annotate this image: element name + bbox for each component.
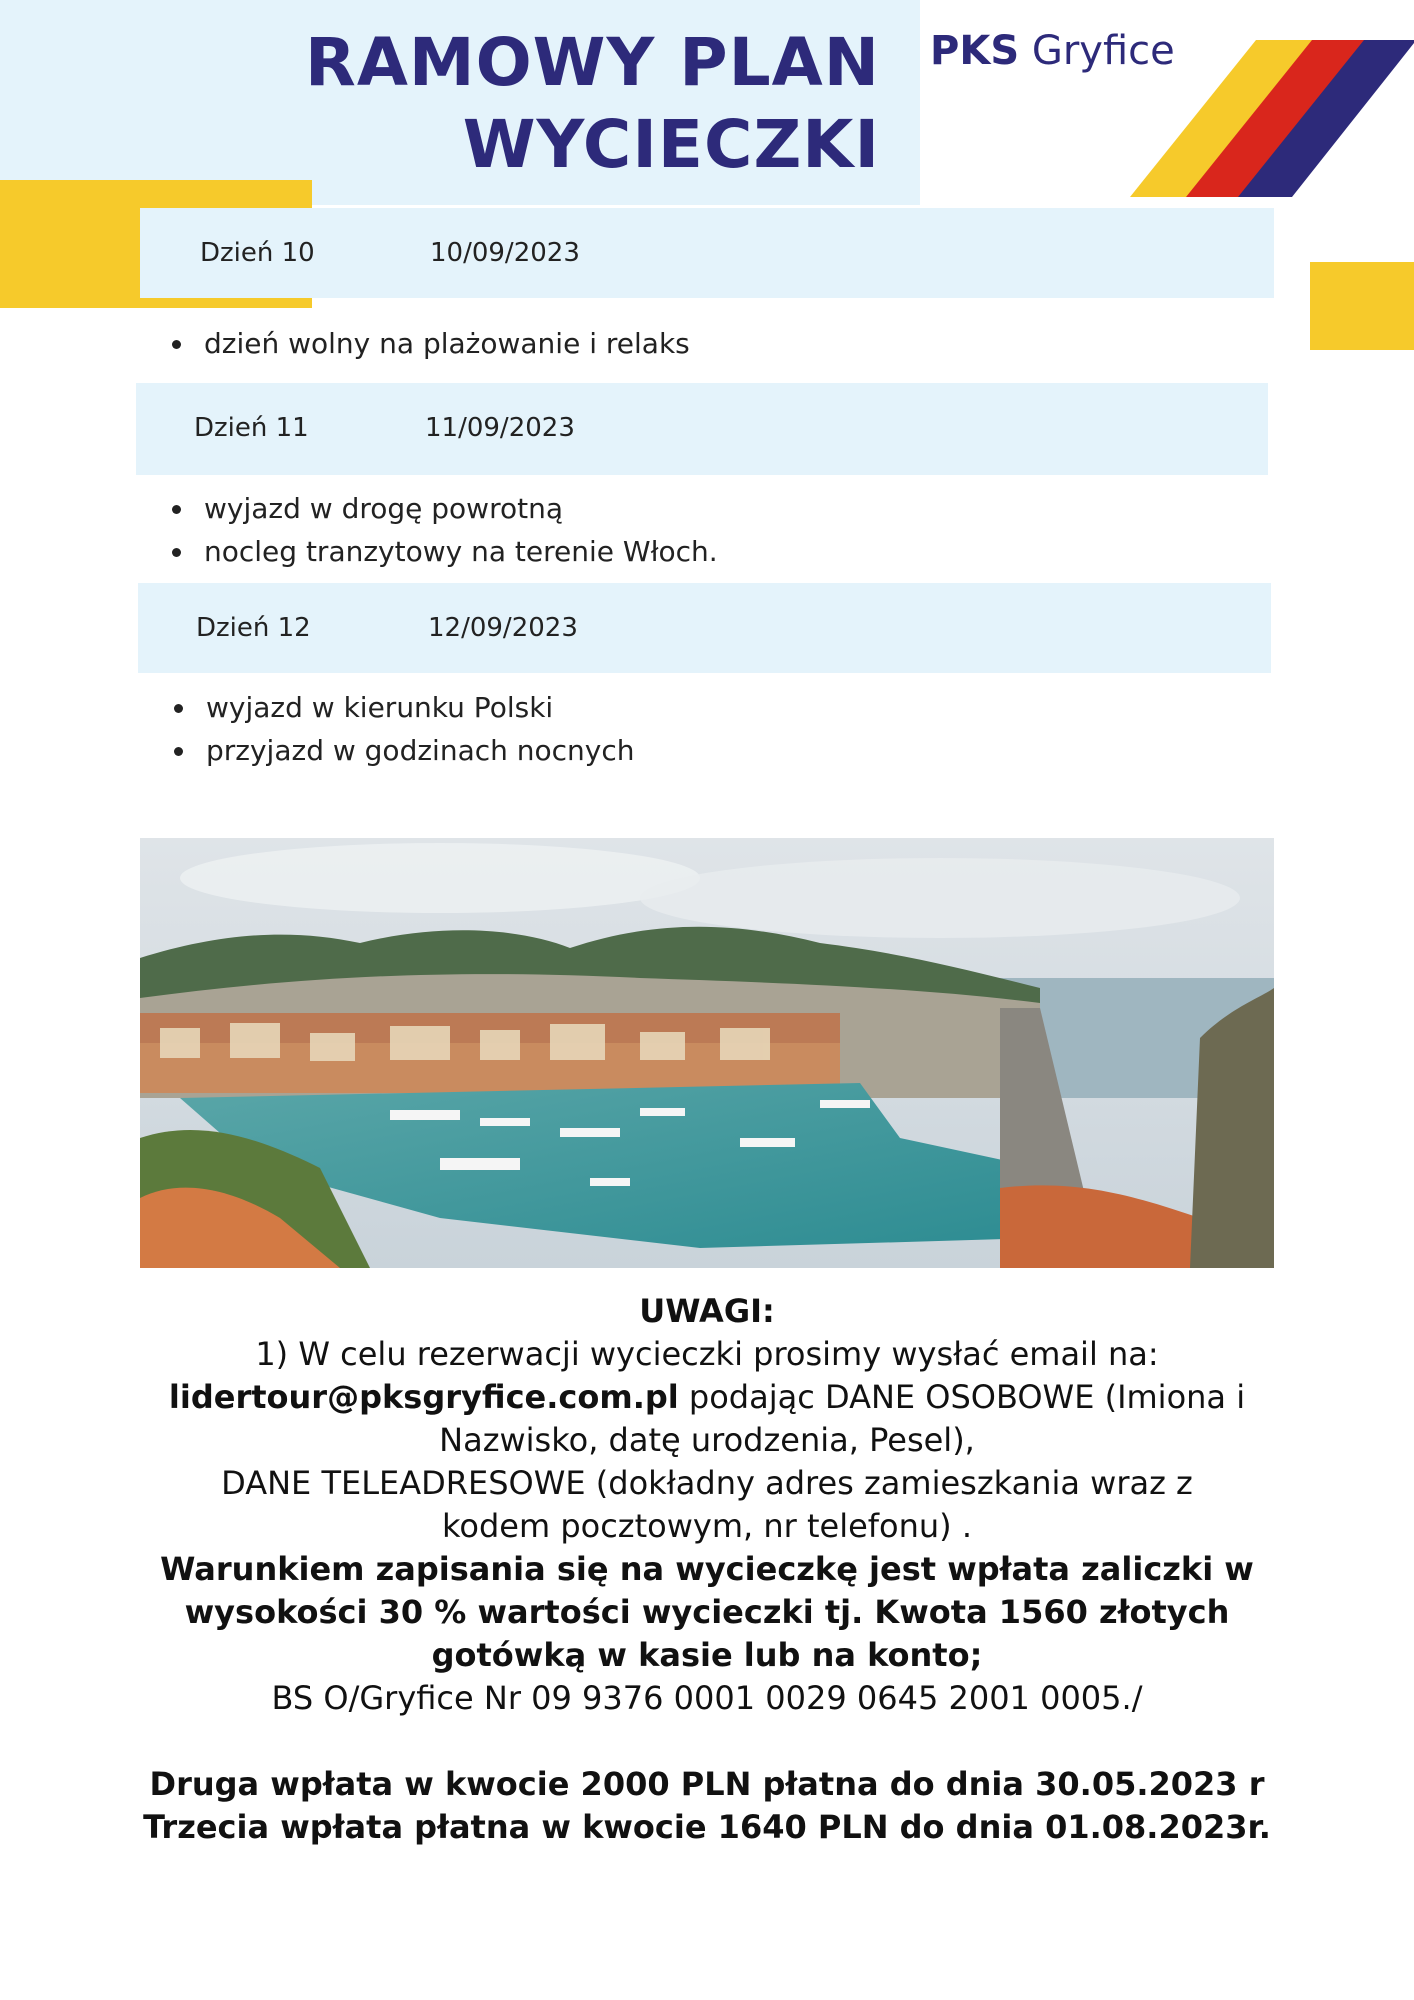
reservation-email-line — [140, 1376, 1274, 1419]
remarks-section — [140, 1290, 1274, 1849]
list-item: dzień wolny na plażowanie i relaks — [168, 322, 690, 365]
second-payment: Druga wpłata w kwocie 2000 PLN płatna do dnia 30.05.2023 r — [149, 1765, 1265, 1803]
deposit-amount: wysokości 30 % wartości wycieczki tj. Kwota 1560 złotych — [184, 1593, 1230, 1631]
day-12-activities — [170, 686, 635, 772]
email-line-rest: podając DANE OSOBOWE (Imiona i — [678, 1378, 1246, 1416]
list-item: wyjazd w kierunku Polski — [170, 686, 635, 729]
personal-data-line: Nazwisko, datę urodzenia, Pesel), — [439, 1421, 975, 1459]
reservation-instruction: 1) W celu rezerwacji wycieczki prosimy wysłać email na: — [255, 1335, 1159, 1373]
bank-account: BS O/Gryfice Nr 09 9376 0001 0029 0645 2001 0005./ — [271, 1679, 1143, 1717]
list-item: nocleg tranzytowy na terenie Włoch. — [168, 530, 718, 573]
decorative-yellow-block-right — [1310, 262, 1414, 350]
list-item: wyjazd w drogę powrotną — [168, 487, 718, 530]
deposit-method: gotówką w kasie lub na konto; — [431, 1636, 983, 1674]
day-date: 11/09/2023 — [425, 413, 575, 443]
deposit-condition: Warunkiem zapisania się na wycieczkę jest wpłata zaliczki w — [160, 1550, 1254, 1588]
address-data-line-2: kodem pocztowym, nr telefonu) . — [442, 1507, 972, 1545]
logo-regular-text: Gryfice — [1019, 28, 1175, 74]
day-label: Dzień 12 — [196, 613, 311, 643]
list-item: przyjazd w godzinach nocnych — [170, 729, 635, 772]
day-label: Dzień 10 — [200, 238, 315, 268]
page-title — [160, 22, 880, 186]
day-date: 10/09/2023 — [430, 238, 580, 268]
day-12-header — [138, 583, 1271, 673]
day-10-activities — [168, 322, 690, 365]
harbour-city-photo — [140, 838, 1274, 1268]
logo-stripes-graphic — [1130, 40, 1414, 200]
day-label: Dzień 11 — [194, 413, 309, 443]
title-line-1: RAMOWY PLAN — [305, 24, 880, 101]
third-payment: Trzecia wpłata płatna w kwocie 1640 PLN do dnia 01.08.2023r. — [143, 1808, 1271, 1846]
day-11-header — [136, 383, 1268, 475]
spacer — [140, 1720, 1274, 1763]
logo-bold-text: PKS — [930, 28, 1020, 74]
remarks-heading: UWAGI: — [639, 1292, 775, 1330]
title-line-2: WYCIECZKI — [462, 106, 880, 183]
address-data-line: DANE TELEADRESOWE (dokładny adres zamieszkania wraz z — [221, 1464, 1193, 1502]
day-11-activities — [168, 487, 718, 573]
day-10-header — [140, 208, 1274, 298]
contact-email-link[interactable]: lidertour@pksgryfice.com.pl — [168, 1378, 679, 1416]
day-date: 12/09/2023 — [428, 613, 578, 643]
